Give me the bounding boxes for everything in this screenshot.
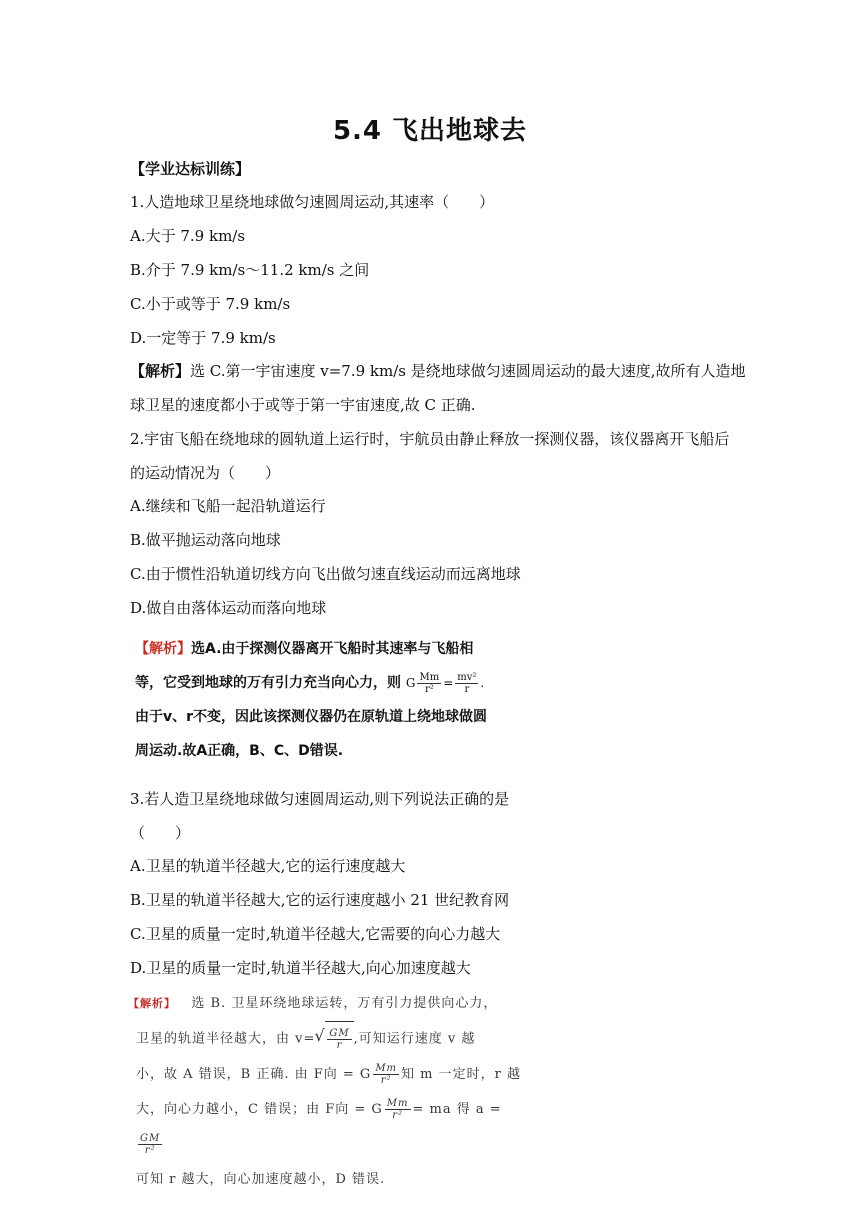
q3-frac-4-num: Mm bbox=[386, 1098, 409, 1109]
q3-frac-4-den: r² bbox=[392, 1110, 404, 1121]
q3-frac-3-num: Mm bbox=[375, 1063, 398, 1074]
q3-analysis-line4b: = ma 得 a = bbox=[412, 1102, 502, 1117]
q2-formula-num-left: Mm bbox=[419, 672, 440, 683]
q1-analysis-tag: 【解析】 bbox=[130, 362, 191, 380]
q3-analysis-line1: 选 B. 卫星环绕地球运转，万有引力提供向心力， bbox=[191, 996, 498, 1011]
q3-stem-line2: （ ） bbox=[130, 824, 191, 842]
q3-stem-line1: 3.若人造卫星绕地球做匀速圆周运动,则下列说法正确的是 bbox=[130, 790, 510, 808]
q3-option-b: B.卫星的轨道半径越大,它的运行速度越小 21 世纪教育网 bbox=[130, 891, 510, 909]
q1-analysis bbox=[130, 360, 746, 381]
q3-option-c: C.卫星的质量一定时,轨道半径越大,它需要的向心力越大 bbox=[130, 925, 501, 943]
q2-analysis-image bbox=[135, 632, 515, 762]
q2-option-c: C.由于惯性沿轨道切线方向飞出做匀速直线运动而远离地球 bbox=[130, 565, 521, 583]
q1-option-a: A.大于 7.9 km/s bbox=[130, 227, 246, 245]
q3-frac-4 bbox=[385, 1098, 411, 1121]
q2-option-b: B.做平抛运动落向地球 bbox=[130, 531, 281, 549]
q3-analysis-row3 bbox=[128, 1057, 528, 1092]
q1-stem: 1.人造地球卫星绕地球做匀速圆周运动,其速率（ ） bbox=[130, 193, 495, 211]
section-heading: 【学业达标训练】 bbox=[130, 160, 251, 178]
q3-analysis-line5: 可知 r 越大，向心加速度越小，D 错误. bbox=[136, 1172, 386, 1187]
q3-analysis-line4a: 大，向心力越小，C 错误；由 F向 = G bbox=[136, 1102, 383, 1117]
q1-option-c: C.小于或等于 7.9 km/s bbox=[130, 295, 291, 313]
q3-analysis-image bbox=[128, 986, 528, 1187]
q2-formula-den-right: r bbox=[464, 684, 470, 695]
q1-option-d: D.一定等于 7.9 km/s bbox=[130, 329, 276, 347]
q1-analysis-line1: 选 C.第一宇宙速度 v=7.9 km/s 是绕地球做匀速圆周运动的最大速度,故所有人造地 bbox=[190, 362, 746, 380]
q3-sqrt-frac bbox=[327, 1028, 351, 1051]
q2-formula-num-right: mv² bbox=[457, 672, 477, 683]
q3-frac-3 bbox=[373, 1063, 399, 1086]
q3-frac-3-den: r² bbox=[380, 1075, 392, 1086]
q2-formula-frac-right bbox=[455, 672, 478, 695]
q1-option-b: B.介于 7.9 km/s～11.2 km/s 之间 bbox=[130, 261, 370, 279]
q3-analysis-line2a: 卫星的轨道半径越大，由 v= bbox=[136, 1031, 316, 1047]
q3-frac-5-num: GM bbox=[140, 1133, 161, 1144]
q3-analysis-row4 bbox=[128, 1092, 528, 1162]
q2-analysis-tag: 【解析】 bbox=[135, 641, 191, 657]
q2-formula-den-left: r² bbox=[424, 684, 434, 695]
q3-analysis-line3b: 知 m 一定时，r 越 bbox=[401, 1067, 521, 1082]
q3-sqrt-num: √ GM bbox=[329, 1028, 350, 1039]
q3-analysis-row2 bbox=[128, 1021, 528, 1057]
page-title: 5.4 飞出地球去 bbox=[332, 116, 528, 146]
q3-analysis-line2b: ,可知运行速度 v 越 bbox=[353, 1031, 476, 1047]
q2-formula-eq: = bbox=[443, 676, 454, 690]
q2-analysis-line1: 选A.由于探测仪器离开飞船时其速率与飞船相 bbox=[191, 641, 474, 657]
q3-analysis-tag: 【解析】 bbox=[128, 997, 176, 1010]
q1-analysis-line2: 球卫星的速度都小于或等于第一宇宙速度,故 C 正确. bbox=[130, 396, 476, 414]
q3-analysis-row1 bbox=[128, 986, 528, 1021]
q2-formula-g: G bbox=[405, 676, 416, 690]
q2-analysis-line4: 周运动.故A正确，B、C、D错误. bbox=[135, 743, 344, 759]
q3-option-a: A.卫星的轨道半径越大,它的运行速度越大 bbox=[130, 857, 406, 875]
q2-stem-line1: 2.宇宙飞船在绕地球的圆轨道上运行时，宇航员由静止释放一探测仪器，该仪器离开飞船后 bbox=[130, 430, 730, 448]
q2-analysis-line3: 由于v、r不变，因此该探测仪器仍在原轨道上绕地球做圆 bbox=[135, 709, 488, 725]
q2-option-d: D.做自由落体运动而落向地球 bbox=[130, 599, 327, 617]
q2-analysis-line2: 等，它受到地球的万有引力充当向心力，则 bbox=[135, 675, 401, 691]
q2-formula-frac-left bbox=[417, 672, 441, 695]
q3-frac-5 bbox=[138, 1133, 162, 1156]
q2-option-a: A.继续和飞船一起沿轨道运行 bbox=[130, 497, 326, 515]
q2-formula-end: . bbox=[480, 676, 485, 690]
q3-option-d: D.卫星的质量一定时,轨道半径越大,向心加速度越大 bbox=[130, 959, 471, 977]
q2-analysis-row1 bbox=[135, 632, 515, 666]
q2-formula bbox=[405, 672, 485, 695]
q3-sqrt-den: r bbox=[336, 1040, 343, 1051]
q3-frac-5-den: r² bbox=[144, 1145, 156, 1156]
q2-stem-line2: 的运动情况为（ ） bbox=[130, 464, 281, 482]
q2-analysis-row2 bbox=[135, 666, 515, 700]
q3-sqrt bbox=[325, 1021, 353, 1057]
q3-analysis-line3a: 小，故 A 错误，B 正确. 由 F向 = G bbox=[136, 1067, 372, 1082]
